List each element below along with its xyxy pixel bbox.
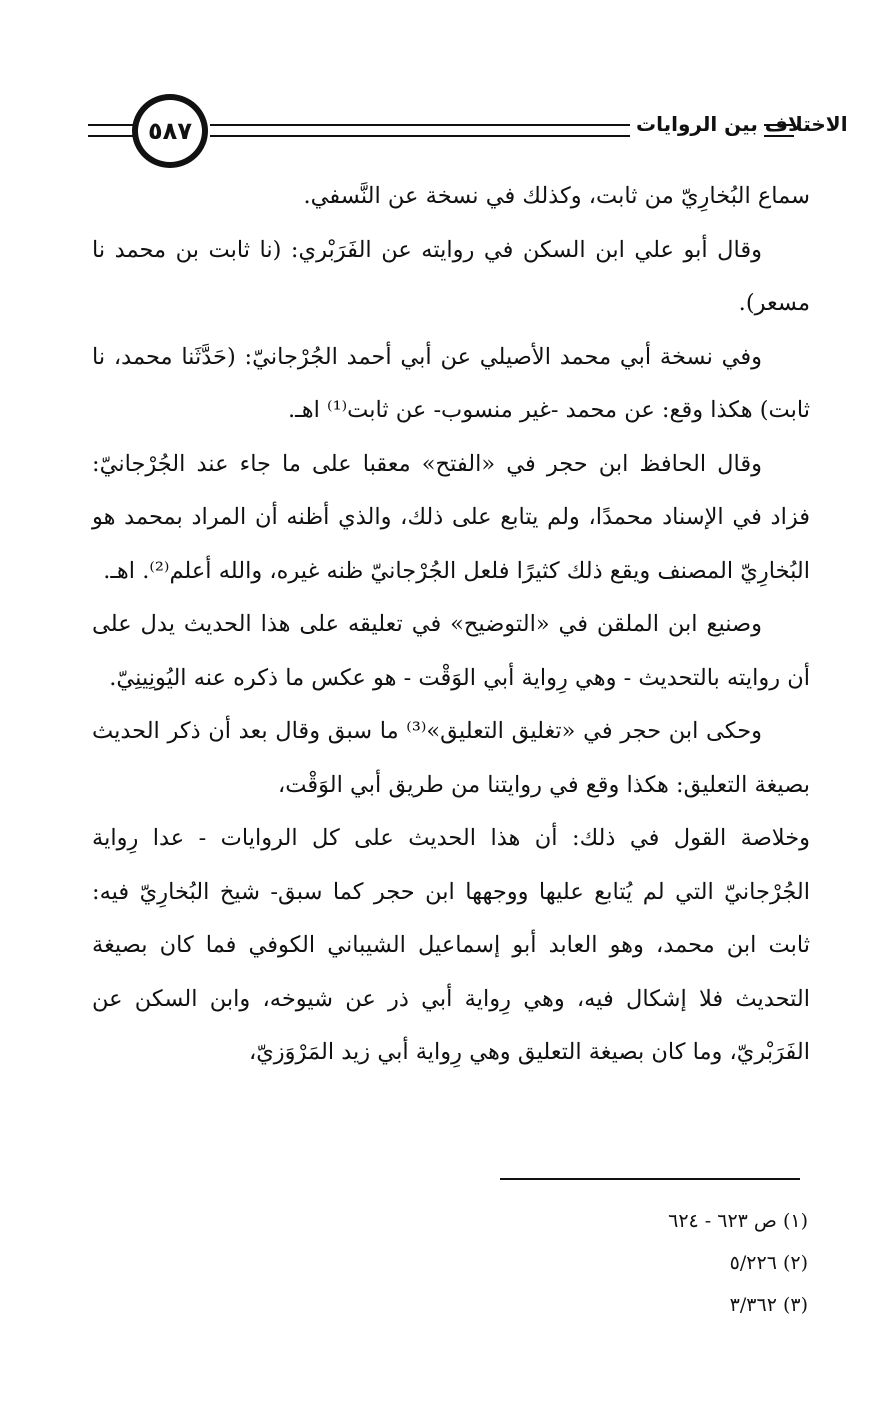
main-text (92, 170, 810, 1080)
footnotes (420, 1200, 808, 1326)
header-rule-middle (210, 124, 630, 137)
paragraph: وصنيع ابن الملقن في «التوضيح» في تعليقه على هذا الحديث يدل على أن روايته بالتحديث - وهي رِواية أبي الوَقْت - هو عكس ما ذكره عنه اليُونِينِيّ. (92, 611, 810, 691)
paragraph: وفي نسخة أبي محمد الأصيلي عن أبي أحمد الجُرْجانيّ: (حَدَّثَنا محمد، نا ثابت) هكذا وقع: عن محمد -غير منسوب- عن ثابت⁽¹⁾ اهـ. (92, 343, 810, 423)
paragraph: وخلاصة القول في ذلك: أن هذا الحديث على كل الروايات - عدا رِواية الجُرْجانيّ التي لم يُتابع عليها ووجهها ابن حجر كما سبق- شيخ البُخارِيّ فيه: ثابت ابن محمد، وهو العابد أبو إسماعيل الشيباني الكوفي فما كان بصيغة التحديث فلا إشكال فيه، وهي رِواية أبي ذر عن شيوخه، وابن السكن عن الفَرَبْريّ، وما كان بصيغة التعليق وهي رِواية أبي زيد المَرْوَزيّ، (92, 825, 810, 1065)
paragraph: وقال الحافظ ابن حجر في «الفتح» معقبا على ما جاء عند الجُرْجانيّ: فزاد في الإسناد محمدًا، ولم يتابع على ذلك، والذي أظنه أن المراد بمحمد هو البُخارِيّ المصنف ويقع ذلك كثيرًا فلعل الجُرْجانيّ ظنه غيره، والله أعلم⁽²⁾. اهـ. (92, 450, 810, 584)
page-header (88, 92, 848, 162)
paragraph: وقال أبو علي ابن السكن في روايته عن الفَرَبْري: (نا ثابت بن محمد نا مسعر). (92, 236, 810, 316)
header-rule-left (88, 124, 138, 137)
footnote: (٢) ٥/٢٢٦ (729, 1252, 808, 1274)
page-number: ٥٨٧ (132, 94, 208, 168)
footnote-separator (500, 1178, 800, 1180)
footnote: (٣) ٣/٣٦٢ (729, 1294, 808, 1316)
footnote: (١) ص ٦٢٣ - ٦٢٤ (668, 1210, 808, 1232)
running-title: الاختلاف بين الروايات (636, 112, 848, 136)
paragraph: سماع البُخارِيّ من ثابت، وكذلك في نسخة عن النَّسفي. (303, 183, 810, 209)
paragraph: وحكى ابن حجر في «تغليق التعليق»⁽³⁾ ما سبق وقال بعد أن ذكر الحديث بصيغة التعليق: هكذا وقع في روايتنا من طريق أبي الوَقْت، (92, 718, 810, 798)
